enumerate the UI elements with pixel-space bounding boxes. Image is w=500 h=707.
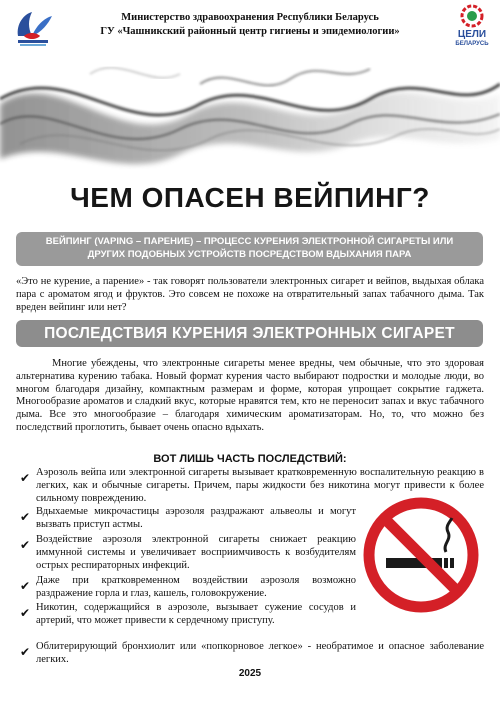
consequence-4: Даже при кратковременном воздействии аэрозоля возможно раздражение горла и глаз, кашель, головокружение. — [36, 575, 356, 599]
definition-line-2: ДРУГИХ ПОДОБНЫХ УСТРОЙСТВ ПОСРЕДСТВОМ ВДЫХАНИЯ ПАРА — [87, 248, 412, 260]
definition-text — [22, 236, 477, 261]
consequence-4-check — [20, 577, 30, 595]
consequence-3: Воздействие аэрозоля электронной сигареты снижает реакцию иммунной системы и увеличивает восприимчивость к возбудителям острых респираторных инфекций. — [36, 534, 356, 571]
consequences-heading: ВОТ ЛИШЬ ЧАСТЬ ПОСЛЕДСТВИЙ: — [153, 453, 347, 465]
logo-text-bottom: БЕЛАРУСЬ — [455, 41, 489, 47]
definition-line-1: ВЕЙПИНГ (VAPING – ПАРЕНИЕ) – ПРОЦЕСС КУРЕНИЯ ЭЛЕКТРОННОЙ СИГАРЕТЫ ИЛИ — [45, 236, 454, 247]
consequence-6-check — [20, 643, 30, 661]
body-paragraph: Многие убеждены, что электронные сигареты менее вредны, чем обычные, что это здоровая альтернатива курению табака. Новый формат курения часто выбирают подростки и молодые люди, во многом благодаря дизайну, компактным размерам и форме, которая упрощает сокрытие гаджета. Многообразие ароматов и сладкий вкус, которые нравятся тем, кто не переносит запах и вкус табачного дыма. Все это многообразие – благодаря химическим ароматизаторам. Но, то, что можно без последствий проглотить, бывает очень опасно вдыхать. — [16, 358, 484, 433]
section-title: ПОСЛЕДСТВИЯ КУРЕНИЯ ЭЛЕКТРОННЫХ СИГАРЕТ — [44, 325, 455, 342]
check-icon: ✔ — [20, 538, 31, 552]
intro-paragraph: «Это не курение, а парение» - так говорят пользователи электронных сигарет и вейпов, выдыхая облака пара с ароматом ягод и фруктов. Это совсем не похоже на отвратительный запах табачного дыма. Так вреден вейпинг или нет? — [16, 276, 484, 313]
consequence-5: Никотин, содержащийся в аэрозоле, вызывает сужение сосудов и артерий, что может привести к сердечному приступу. — [36, 602, 356, 626]
header-line-2: ГУ «Чашникский районный центр гигиены и эпидемиологии» — [100, 26, 400, 37]
check-icon: ✔ — [20, 579, 31, 593]
header-line-1: Министерство здравоохранения Республики Беларусь — [121, 12, 379, 23]
consequence-2: Вдыхаемые микрочастицы аэрозоля раздражают альвеолы и могут вызвать приступ астмы. — [36, 506, 356, 530]
check-icon: ✔ — [20, 471, 31, 485]
consequence-1: Аэрозоль вейпа или электронной сигареты вызывает кратковременную воспалительную реакцию в легких, как и обычные сигареты. Причем, пары жидкости без никотина могут привести к более сильному повреждению. — [36, 467, 484, 504]
logo-text-top: ЦЕЛИ — [457, 29, 487, 40]
check-icon: ✔ — [20, 645, 31, 659]
consequence-1-check — [20, 469, 30, 487]
year-label: 2025 — [238, 668, 262, 679]
smoke-illustration — [0, 44, 500, 194]
page-title: ЧЕМ ОПАСЕН ВЕЙПИНГ? — [70, 182, 430, 213]
consequence-2-check — [20, 508, 30, 526]
no-smoking-icon — [362, 496, 480, 614]
consequence-3-check — [20, 536, 30, 554]
check-icon: ✔ — [20, 606, 31, 620]
consequence-6: Облитерирующий бронхиолит или «попкорновое легкое» - необратимое и опасное заболевание легких. — [36, 641, 484, 665]
consequence-5-check — [20, 604, 30, 622]
check-icon: ✔ — [20, 510, 31, 524]
goals-belarus-logo-icon — [450, 4, 494, 48]
